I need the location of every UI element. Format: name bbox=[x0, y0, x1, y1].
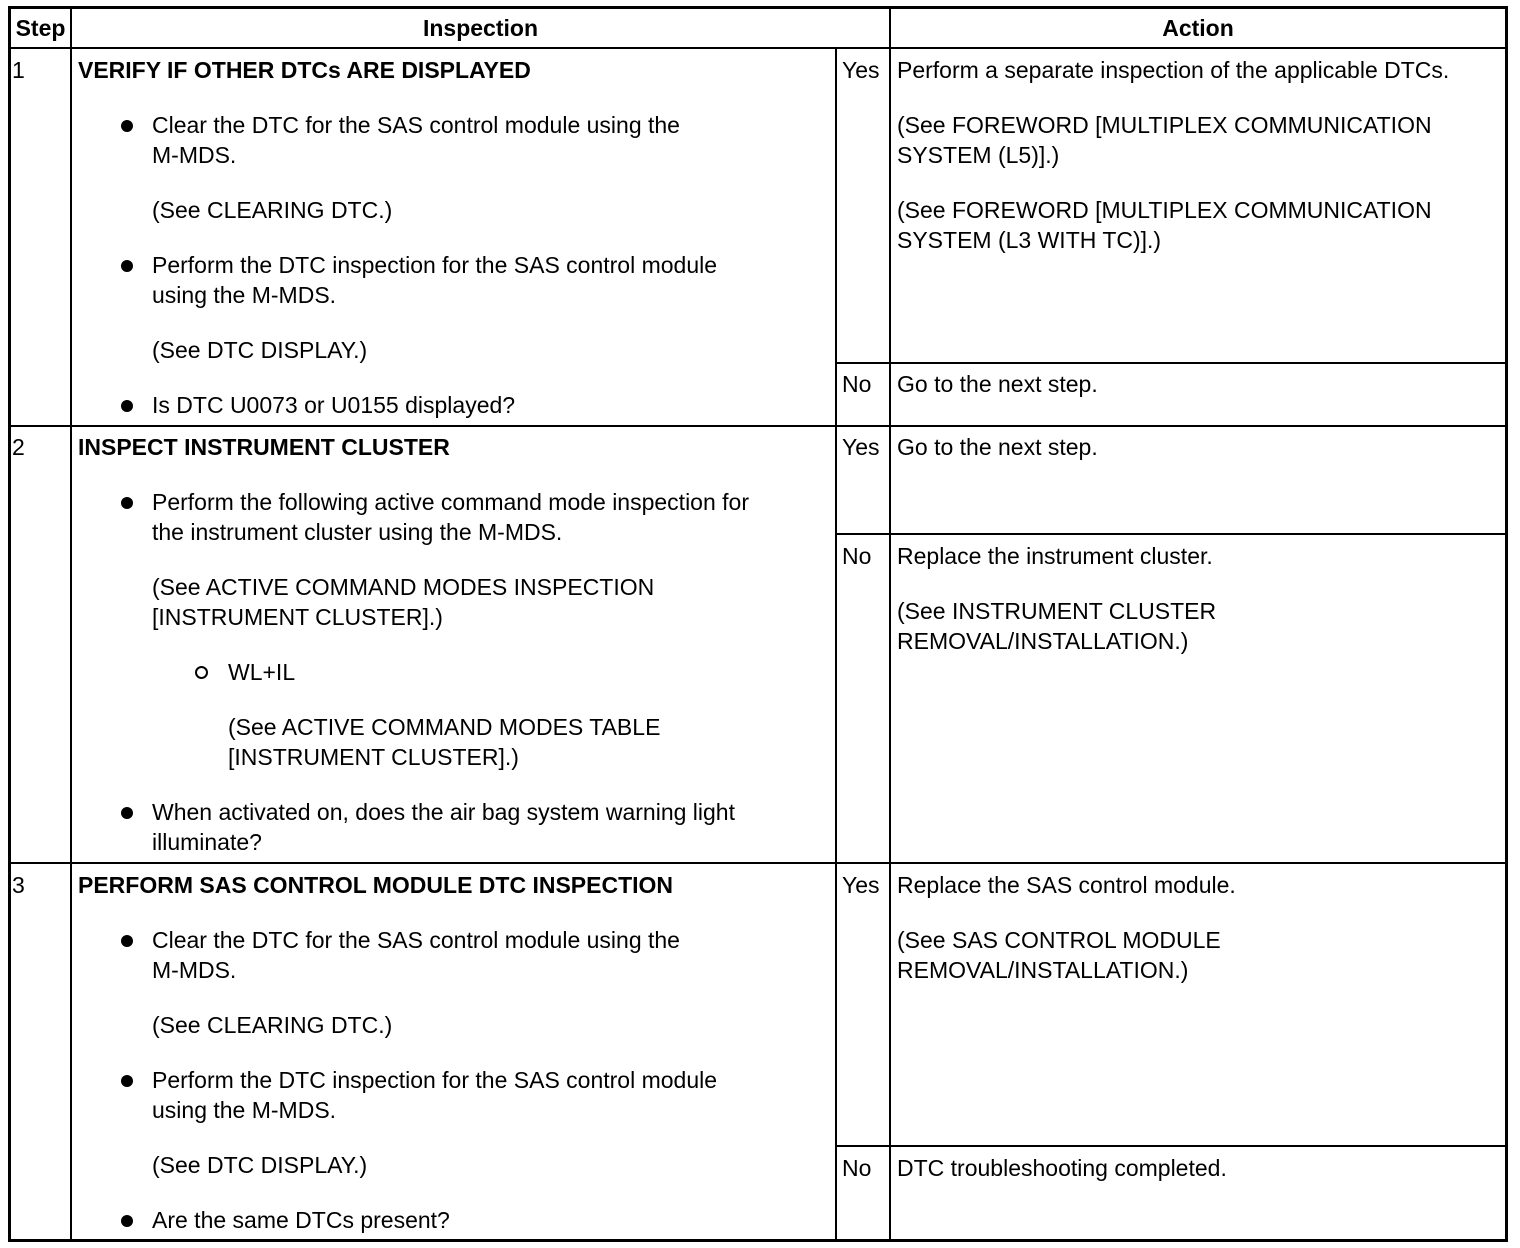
inspection-text: Perform the following active command mode inspection for bbox=[152, 489, 750, 515]
divider-step-col bbox=[70, 6, 72, 1242]
yes-action-text: Go to the next step. bbox=[897, 434, 1098, 460]
step-title: VERIFY IF OTHER DTCs ARE DISPLAYED bbox=[78, 57, 531, 83]
inspection-subreference: [INSTRUMENT CLUSTER].) bbox=[228, 744, 519, 770]
divider-step1-yesno bbox=[835, 362, 1508, 364]
yes-label: Yes bbox=[842, 57, 880, 83]
yes-action-text: (See FOREWORD [MULTIPLEX COMMUNICATION bbox=[897, 112, 1432, 138]
inspection-reference: (See CLEARING DTC.) bbox=[152, 197, 393, 223]
bullet-icon bbox=[121, 1075, 133, 1087]
no-label: No bbox=[842, 371, 872, 397]
no-label: No bbox=[842, 543, 872, 569]
yes-action-text: SYSTEM (L5)].) bbox=[897, 142, 1060, 168]
inspection-reference: [INSTRUMENT CLUSTER].) bbox=[152, 604, 443, 630]
inspection-text: Are the same DTCs present? bbox=[152, 1207, 450, 1233]
inspection-reference: (See DTC DISPLAY.) bbox=[152, 1152, 368, 1178]
no-action-text: Go to the next step. bbox=[897, 371, 1098, 397]
inspection-text: Perform the DTC inspection for the SAS control module bbox=[152, 252, 718, 278]
inspection-text: When activated on, does the air bag system warning light bbox=[152, 799, 735, 825]
sub-bullet-icon bbox=[195, 666, 208, 679]
inspection-text: Perform the DTC inspection for the SAS control module bbox=[152, 1067, 718, 1093]
step-title: INSPECT INSTRUMENT CLUSTER bbox=[78, 434, 450, 460]
inspection-text: Is DTC U0073 or U0155 displayed? bbox=[152, 392, 516, 418]
header-inspection: Inspection bbox=[422, 15, 538, 41]
inspection-reference: (See ACTIVE COMMAND MODES INSPECTION bbox=[152, 574, 655, 600]
divider-step1 bbox=[8, 425, 1508, 427]
no-label: No bbox=[842, 1155, 872, 1181]
inspection-subreference: (See ACTIVE COMMAND MODES TABLE bbox=[228, 714, 661, 740]
divider-inspection-col bbox=[889, 6, 891, 1242]
inspection-text: using the M-MDS. bbox=[152, 282, 337, 308]
divider-step3-yesno bbox=[835, 1145, 1508, 1147]
dtc-troubleshooting-table bbox=[8, 6, 1508, 1242]
inspection-text: M-MDS. bbox=[152, 957, 237, 983]
inspection-text: Clear the DTC for the SAS control module using the bbox=[152, 112, 680, 138]
inspection-text: illuminate? bbox=[152, 829, 262, 855]
bullet-icon bbox=[121, 400, 133, 412]
yes-action-text: (See FOREWORD [MULTIPLEX COMMUNICATION bbox=[897, 197, 1432, 223]
bullet-icon bbox=[121, 807, 133, 819]
inspection-subitem: WL+IL bbox=[228, 659, 296, 685]
inspection-text: Clear the DTC for the SAS control module using the bbox=[152, 927, 680, 953]
yes-action-text: (See SAS CONTROL MODULE bbox=[897, 927, 1221, 953]
bullet-icon bbox=[121, 497, 133, 509]
header-action: Action bbox=[1162, 15, 1234, 41]
yes-action-text: Perform a separate inspection of the applicable DTCs. bbox=[897, 57, 1450, 83]
step-number: 1 bbox=[12, 57, 25, 83]
yes-label: Yes bbox=[842, 872, 880, 898]
inspection-text: M-MDS. bbox=[152, 142, 237, 168]
header-step: Step bbox=[15, 15, 66, 41]
bullet-icon bbox=[121, 935, 133, 947]
divider-yesno-col bbox=[835, 48, 837, 1242]
no-action-text: DTC troubleshooting completed. bbox=[897, 1155, 1227, 1181]
inspection-reference: (See DTC DISPLAY.) bbox=[152, 337, 368, 363]
yes-action-text: REMOVAL/INSTALLATION.) bbox=[897, 957, 1189, 983]
divider-header bbox=[8, 47, 1508, 49]
inspection-text: the instrument cluster using the M-MDS. bbox=[152, 519, 563, 545]
step-number: 3 bbox=[12, 872, 25, 898]
step-number: 2 bbox=[12, 434, 25, 460]
yes-action-text: Replace the SAS control module. bbox=[897, 872, 1236, 898]
yes-action-text: SYSTEM (L3 WITH TC)].) bbox=[897, 227, 1162, 253]
bullet-icon bbox=[121, 1215, 133, 1227]
bullet-icon bbox=[121, 260, 133, 272]
bullet-icon bbox=[121, 120, 133, 132]
no-action-text: (See INSTRUMENT CLUSTER bbox=[897, 598, 1217, 624]
no-action-text: REMOVAL/INSTALLATION.) bbox=[897, 628, 1189, 654]
divider-step2-yesno bbox=[835, 533, 1508, 535]
yes-label: Yes bbox=[842, 434, 880, 460]
divider-step2 bbox=[8, 862, 1508, 864]
inspection-text: using the M-MDS. bbox=[152, 1097, 337, 1123]
no-action-text: Replace the instrument cluster. bbox=[897, 543, 1213, 569]
step-title: PERFORM SAS CONTROL MODULE DTC INSPECTION bbox=[78, 872, 674, 898]
inspection-reference: (See CLEARING DTC.) bbox=[152, 1012, 393, 1038]
